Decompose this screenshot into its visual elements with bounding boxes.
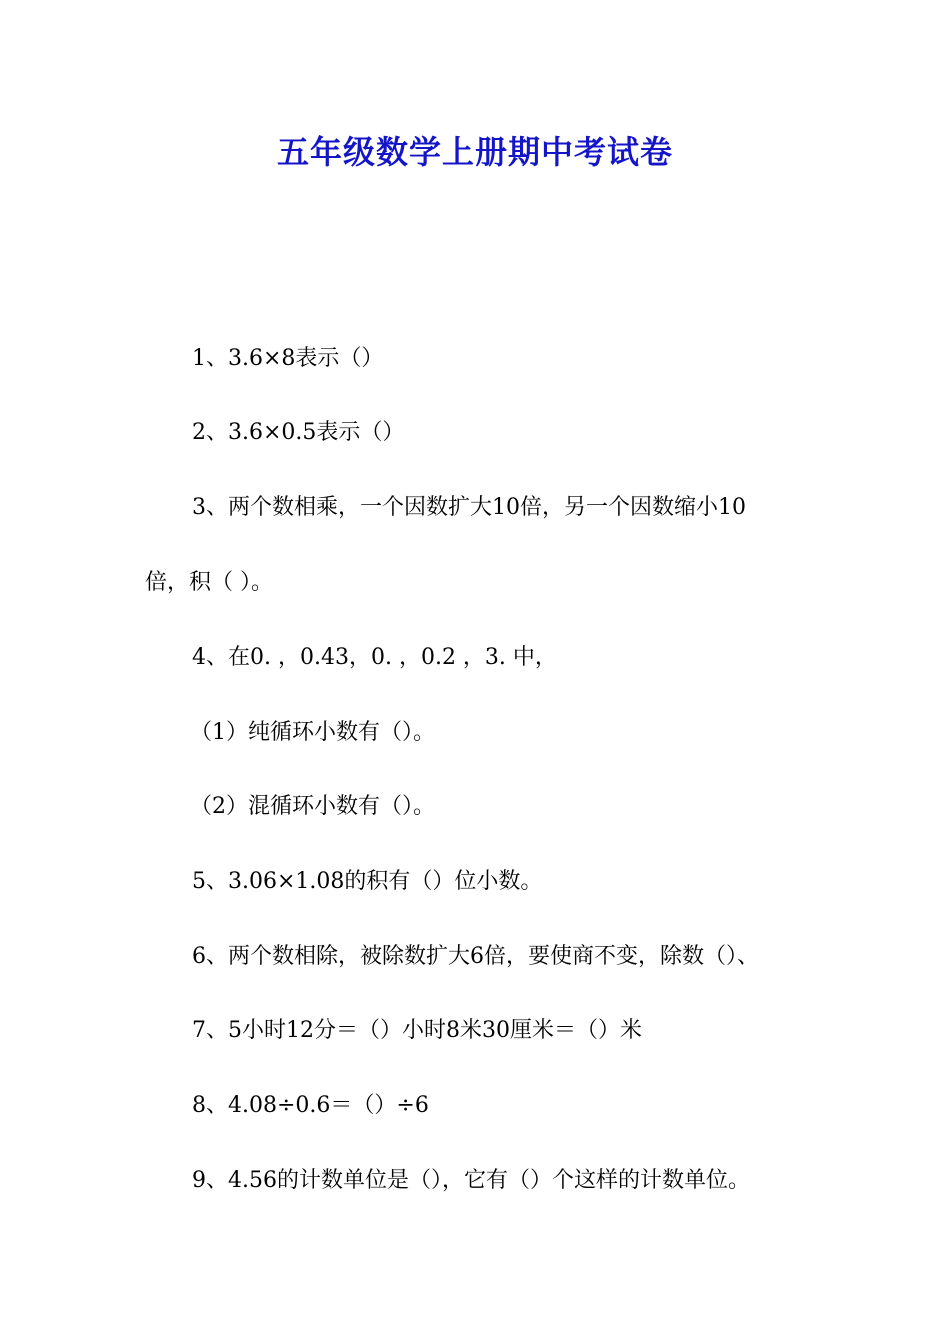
question-6: 6、两个数相除，被除数扩大6倍，要使商不变，除数（）、: [192, 944, 759, 969]
question-1: 1、3.6×8表示（）: [192, 346, 384, 371]
question-2: 2、3.6×0.5表示（）: [192, 420, 405, 445]
question-7: 7、5小时12分＝（）小时8米30厘米＝（）米: [192, 1018, 642, 1043]
question-8: 8、4.08÷0.6＝（）÷6: [192, 1093, 429, 1118]
question-9: 9、4.56的计数单位是（），它有（）个这样的计数单位。: [192, 1168, 750, 1193]
question-5: 5、3.06×1.08的积有（）位小数。: [192, 869, 543, 894]
question-3: 3、两个数相乘，一个因数扩大10倍，另一个因数缩小10: [192, 495, 746, 520]
question-4: 4、在0. ，0.43，0. ，0.2 ，3. 中，: [192, 645, 557, 670]
question-4-part-1: （1）纯循环小数有（）。: [190, 720, 435, 745]
document-title: 五年级数学上册期中考试卷: [276, 133, 673, 171]
question-4-part-2: （2）混循环小数有（）。: [190, 794, 435, 819]
question-3-continued: 倍，积（ ）。: [145, 570, 273, 595]
